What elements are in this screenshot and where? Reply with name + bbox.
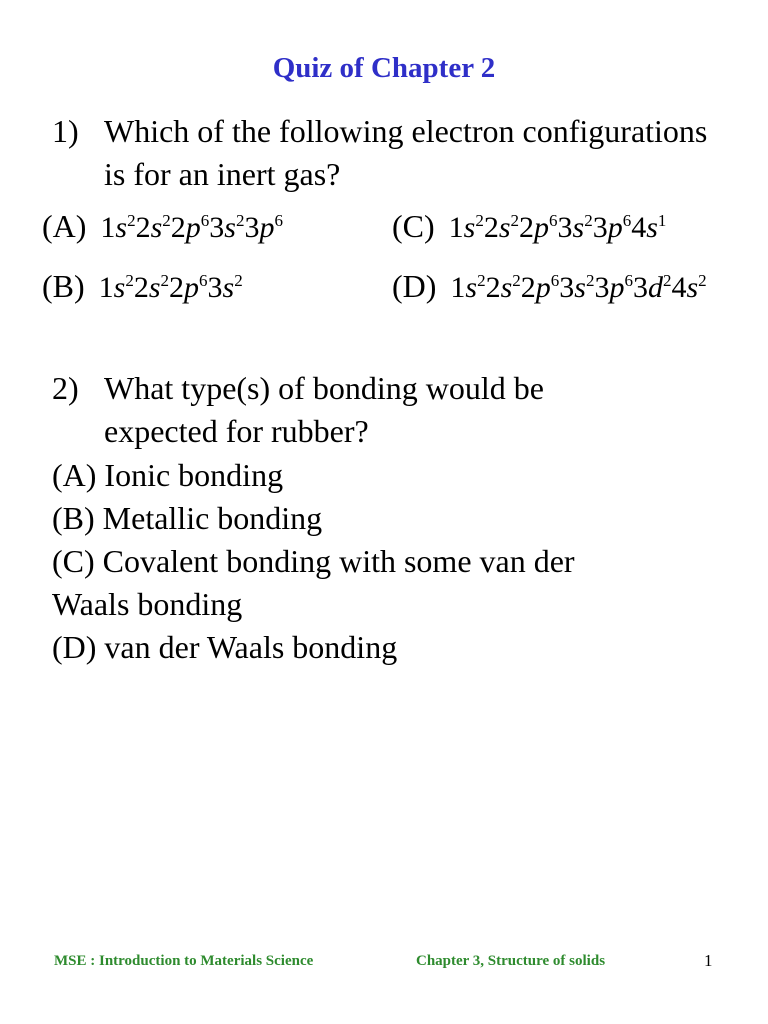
question-2: [52, 367, 752, 457]
electron-config: [100, 211, 283, 244]
orbital-term: $3s^2$: [559, 271, 595, 304]
option-d: [392, 268, 707, 305]
question-1: [52, 110, 752, 200]
orbital-term: $3s^2$: [557, 211, 593, 244]
question-2-text: What type(s) of bonding would be expected for rubber?: [104, 370, 544, 449]
orbital-term: $2p^6$: [520, 271, 560, 304]
orbital-term: $3p^6$: [244, 211, 283, 244]
electron-config: [99, 271, 243, 304]
option-label: (C): [392, 208, 435, 244]
answer-option-b: (B) Metallic bonding: [52, 500, 323, 536]
answer-option-a: (A) Ionic bonding: [52, 457, 284, 493]
page-title: Quiz of Chapter 2: [272, 52, 496, 84]
orbital-term: $2s^2$: [483, 211, 520, 244]
option-a: [42, 208, 283, 245]
orbital-term: $3p^6$: [592, 211, 632, 244]
question-2-number: 2): [52, 370, 79, 406]
option-b: [42, 268, 243, 305]
option-label: (B): [42, 268, 85, 304]
answer-option-d: (D) van der Waals bonding: [52, 629, 398, 665]
orbital-term: $3p^6$: [594, 271, 633, 304]
orbital-term: $1s^2$: [450, 271, 486, 304]
option-label: (D): [392, 268, 437, 304]
orbital-term: $2p^6$: [170, 211, 210, 244]
option-label: (A): [42, 208, 87, 244]
question-1-text: Which of the following electron configurations is for an inert gas?: [104, 113, 708, 192]
orbital-term: $2s^2$: [133, 271, 170, 304]
orbital-term: $2p^6$: [519, 211, 558, 244]
orbital-term: $3d^2$: [632, 271, 672, 304]
orbital-term: $3s^2$: [207, 271, 243, 304]
electron-config: [449, 211, 667, 244]
page-number: 1: [704, 951, 713, 970]
orbital-term: $2s^2$: [135, 211, 171, 244]
orbital-term: $4s^2$: [671, 271, 707, 304]
question-1-options: [42, 208, 762, 308]
orbital-term: $2p^6$: [169, 271, 208, 304]
orbital-term: $1s^2$: [448, 211, 484, 244]
option-c: [392, 208, 666, 245]
footer-chapter: Chapter 3, Structure of solids: [416, 953, 606, 969]
question-1-number: 1): [52, 113, 79, 149]
footer-course: MSE : Introduction to Materials Science: [54, 953, 314, 969]
answer-option-c: (C) Covalent bonding with some van der: [52, 543, 575, 579]
orbital-term: $1s^2$: [100, 211, 136, 244]
orbital-term: $2s^2$: [485, 271, 521, 304]
answer-option-c-continued: Waals bonding: [52, 586, 243, 622]
orbital-term: $1s^2$: [98, 271, 134, 304]
orbital-term: $3s^2$: [209, 211, 245, 244]
electron-config: [450, 271, 706, 304]
orbital-term: $4s^1$: [631, 211, 667, 244]
